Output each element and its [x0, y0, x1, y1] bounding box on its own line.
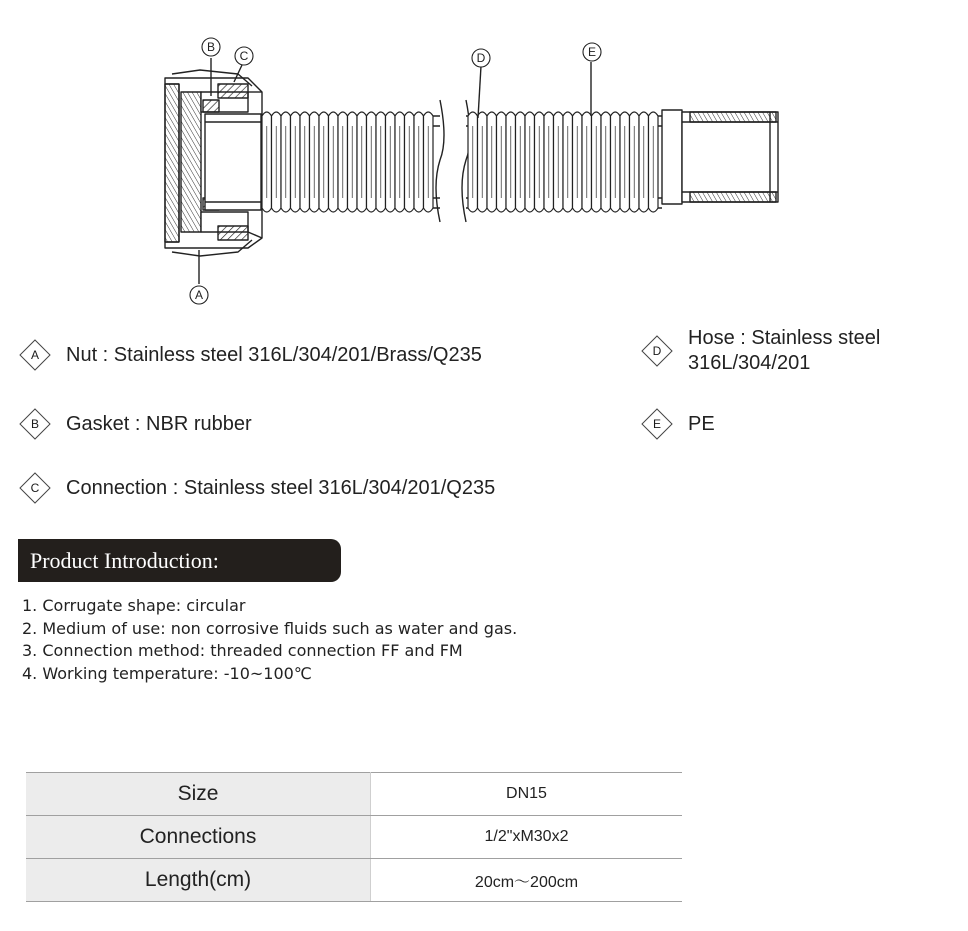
callout-a-label: A	[194, 288, 204, 302]
table-row	[26, 773, 682, 816]
spec-key: Size	[26, 773, 371, 816]
callout-c-label: C	[239, 49, 249, 63]
callout-b-label: B	[206, 40, 216, 54]
section-title: Product Introduction:	[30, 548, 219, 573]
table-row	[26, 816, 682, 859]
diamond-marker-icon	[18, 471, 52, 505]
legend-text: Nut : Stainless steel 316L/304/201/Brass/Q235	[66, 343, 482, 366]
diamond-marker-icon	[18, 338, 52, 372]
legend-letter: A	[30, 348, 39, 362]
legend-text: PE	[688, 412, 715, 435]
spec-key: Connections	[26, 816, 371, 859]
spec-key: Length(cm)	[26, 859, 371, 902]
legend-item-nut	[18, 338, 482, 372]
legend-text: Gasket : NBR rubber	[66, 412, 252, 435]
diamond-marker-icon	[18, 407, 52, 441]
male-fitting-part	[662, 110, 778, 204]
legend-text-line-1: Hose : Stainless steel	[688, 327, 881, 349]
diamond-marker-icon	[640, 407, 674, 441]
product-introduction-header	[18, 539, 341, 582]
legend-item-connection	[18, 471, 495, 505]
callout-e-label: E	[587, 45, 597, 59]
spec-value: DN15	[371, 773, 683, 816]
spec-value: 1/2"xM30x2	[371, 816, 683, 859]
legend-letter: C	[30, 481, 40, 495]
gasket-part	[203, 100, 219, 112]
legend-letter: D	[652, 344, 662, 358]
list-item: 1. Corrugate shape: circular	[22, 596, 246, 615]
legend-text-line-2: 316L/304/201	[688, 352, 811, 374]
hose-assembly-diagram	[0, 0, 968, 310]
legend-item-gasket	[18, 407, 252, 441]
callout-d-label: D	[476, 51, 486, 65]
legend-letter: B	[30, 417, 39, 431]
list-item: 3. Connection method: threaded connection FF and FM	[22, 641, 463, 660]
list-item: 2. Medium of use: non corrosive fluids such as water and gas.	[22, 618, 518, 638]
legend-item-pe	[640, 407, 715, 441]
legend-item-hose	[640, 326, 880, 376]
feature-list	[22, 595, 517, 685]
legend-text: Connection : Stainless steel 316L/304/201/Q235	[66, 476, 496, 499]
legend-letter: E	[652, 417, 661, 431]
spec-value: 20cm～200cm	[371, 859, 683, 902]
list-item: 4. Working temperature: -10~100℃	[22, 663, 312, 683]
diamond-marker-icon	[640, 334, 674, 368]
table-row	[26, 859, 682, 902]
spec-table	[26, 772, 682, 902]
